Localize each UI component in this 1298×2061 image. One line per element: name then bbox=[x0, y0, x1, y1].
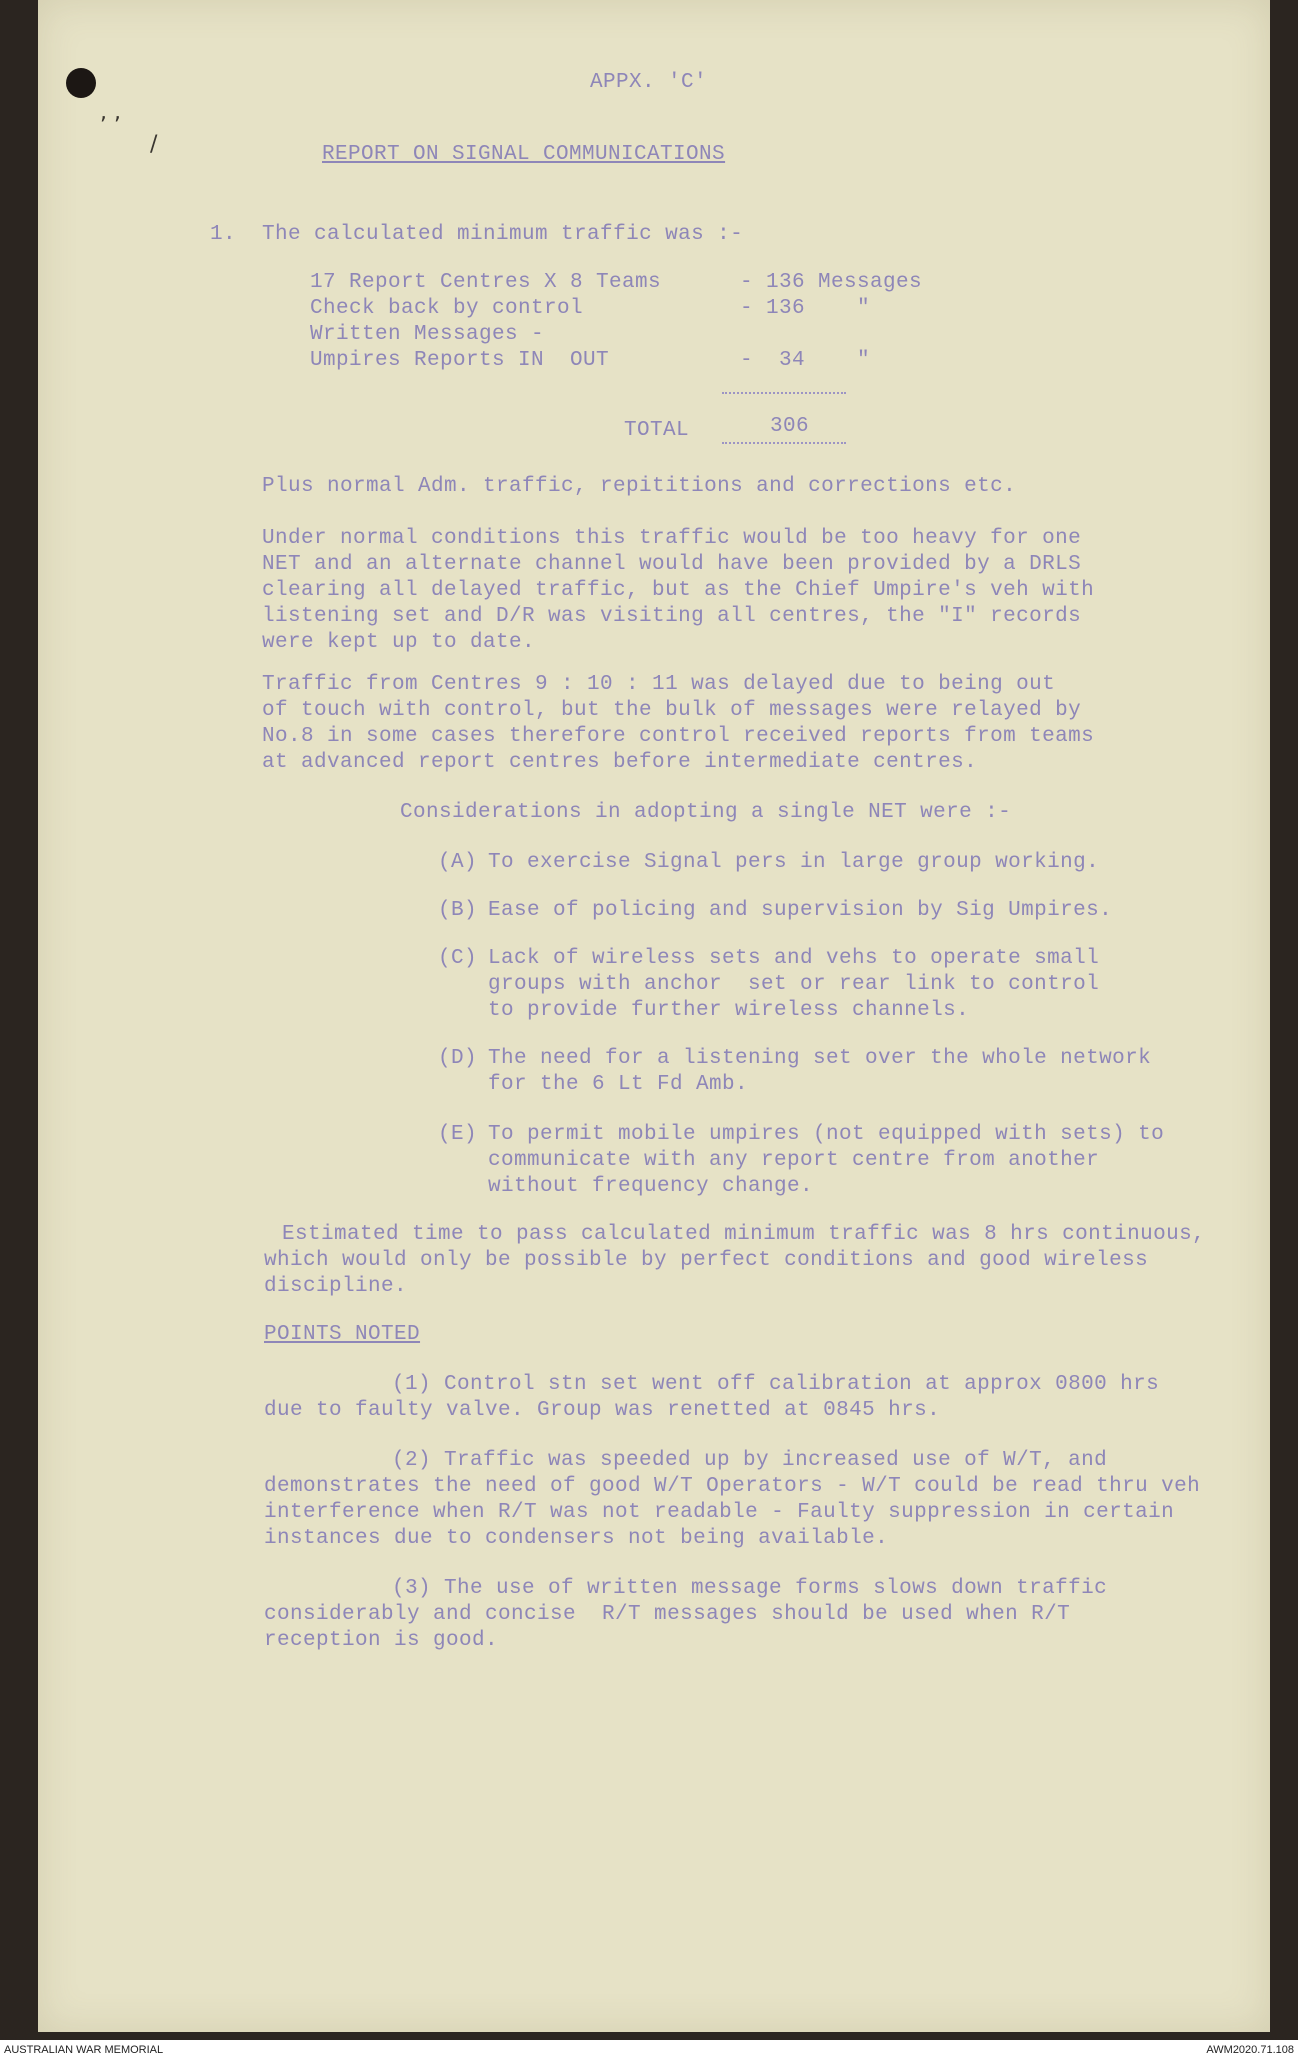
paragraph-line: No.8 in some cases therefore control received reports from teams bbox=[262, 725, 1095, 748]
paragraph-line: Traffic from Centres 9 : 10 : 11 was delayed due to being out bbox=[262, 673, 1056, 696]
footer-institution: AUSTRALIAN WAR MEMORIAL bbox=[4, 2044, 164, 2056]
traffic-row-value: - 34 " bbox=[740, 349, 871, 372]
point-line: (1) Control stn set went off calibration at approx 0800 hrs bbox=[392, 1373, 1160, 1396]
consideration-letter: (C) bbox=[438, 947, 478, 970]
sum-rule bbox=[722, 392, 846, 394]
consideration-line: Ease of policing and supervision by Sig Umpires. bbox=[488, 899, 1113, 922]
point-line: considerably and concise R/T messages should be used when R/T bbox=[264, 1603, 1071, 1626]
consideration-line: for the 6 Lt Fd Amb. bbox=[488, 1073, 749, 1096]
paragraph-line: clearing all delayed traffic, but as the Chief Umpire's veh with bbox=[262, 579, 1095, 602]
traffic-row-value: - 136 " bbox=[740, 297, 871, 320]
point-line: demonstrates the need of good W/T Operators - W/T could be read thru veh bbox=[264, 1475, 1201, 1498]
paragraph-line: listening set and D/R was visiting all centres, the "I" records bbox=[262, 605, 1082, 628]
traffic-row-value: - 136 Messages bbox=[740, 271, 923, 294]
report-title: REPORT ON SIGNAL COMMUNICATIONS bbox=[322, 143, 726, 166]
paragraph-line: which would only be possible by perfect conditions and good wireless bbox=[264, 1249, 1149, 1272]
paragraph-line: were kept up to date. bbox=[262, 631, 536, 654]
punch-hole bbox=[66, 68, 96, 98]
consideration-line: Lack of wireless sets and vehs to operate small bbox=[488, 947, 1100, 970]
point-line: interference when R/T was not readable - Faulty suppression in certain bbox=[264, 1501, 1175, 1524]
paragraph-line: at advanced report centres before intermediate centres. bbox=[262, 751, 978, 774]
paragraph-line: Under normal conditions this traffic would be too heavy for one bbox=[262, 527, 1082, 550]
consideration-letter: (B) bbox=[438, 899, 478, 922]
consideration-line: To exercise Signal pers in large group working. bbox=[488, 851, 1100, 874]
pencil-slash-mark: / bbox=[150, 132, 158, 157]
paragraph-line: NET and an alternate channel would have been provided by a DRLS bbox=[262, 553, 1082, 576]
point-line: (2) Traffic was speeded up by increased use of W/T, and bbox=[392, 1449, 1108, 1472]
point-line: due to faulty valve. Group was renetted at 0845 hrs. bbox=[264, 1399, 941, 1422]
consideration-line: communicate with any report centre from another bbox=[488, 1149, 1100, 1172]
consideration-line: The need for a listening set over the whole network bbox=[488, 1047, 1152, 1070]
points-noted-heading: POINTS NOTED bbox=[264, 1323, 421, 1346]
paragraph-line: of touch with control, but the bulk of messages were relayed by bbox=[262, 699, 1082, 722]
footer-accession-number: AWM2020.71.108 bbox=[1206, 2044, 1294, 2056]
consideration-letter: (E) bbox=[438, 1123, 478, 1146]
total-label: TOTAL bbox=[624, 419, 690, 442]
total-value: 306 bbox=[770, 415, 810, 438]
considerations-intro: Considerations in adopting a single NET were :- bbox=[400, 801, 1012, 824]
paragraph-line: discipline. bbox=[264, 1275, 408, 1298]
consideration-line: To permit mobile umpires (not equipped with sets) to bbox=[488, 1123, 1165, 1146]
traffic-row-label: Check back by control bbox=[310, 297, 584, 320]
consideration-letter: (D) bbox=[438, 1047, 478, 1070]
consideration-line: groups with anchor set or rear link to control bbox=[488, 973, 1100, 996]
traffic-row-label: Umpires Reports IN OUT bbox=[310, 349, 610, 372]
consideration-letter: (A) bbox=[438, 851, 478, 874]
paragraph-line: Estimated time to pass calculated minimum traffic was 8 hrs continuous, bbox=[282, 1223, 1206, 1246]
consideration-line: without frequency change. bbox=[488, 1175, 814, 1198]
para1-intro: 1. The calculated minimum traffic was :- bbox=[210, 223, 744, 246]
pencil-tick-mark: , , bbox=[100, 100, 121, 125]
footer-bar bbox=[0, 2040, 1298, 2061]
consideration-line: to provide further wireless channels. bbox=[488, 999, 970, 1022]
traffic-row-label: Written Messages - bbox=[310, 323, 545, 346]
point-line: instances due to condensers not being available. bbox=[264, 1527, 889, 1550]
total-rule bbox=[722, 442, 846, 444]
appendix-label: APPX. 'C' bbox=[590, 71, 708, 94]
plus-line: Plus normal Adm. traffic, repititions and corrections etc. bbox=[262, 475, 1017, 498]
traffic-row-label: 17 Report Centres X 8 Teams bbox=[310, 271, 662, 294]
point-line: (3) The use of written message forms slows down traffic bbox=[392, 1577, 1108, 1600]
point-line: reception is good. bbox=[264, 1629, 499, 1652]
